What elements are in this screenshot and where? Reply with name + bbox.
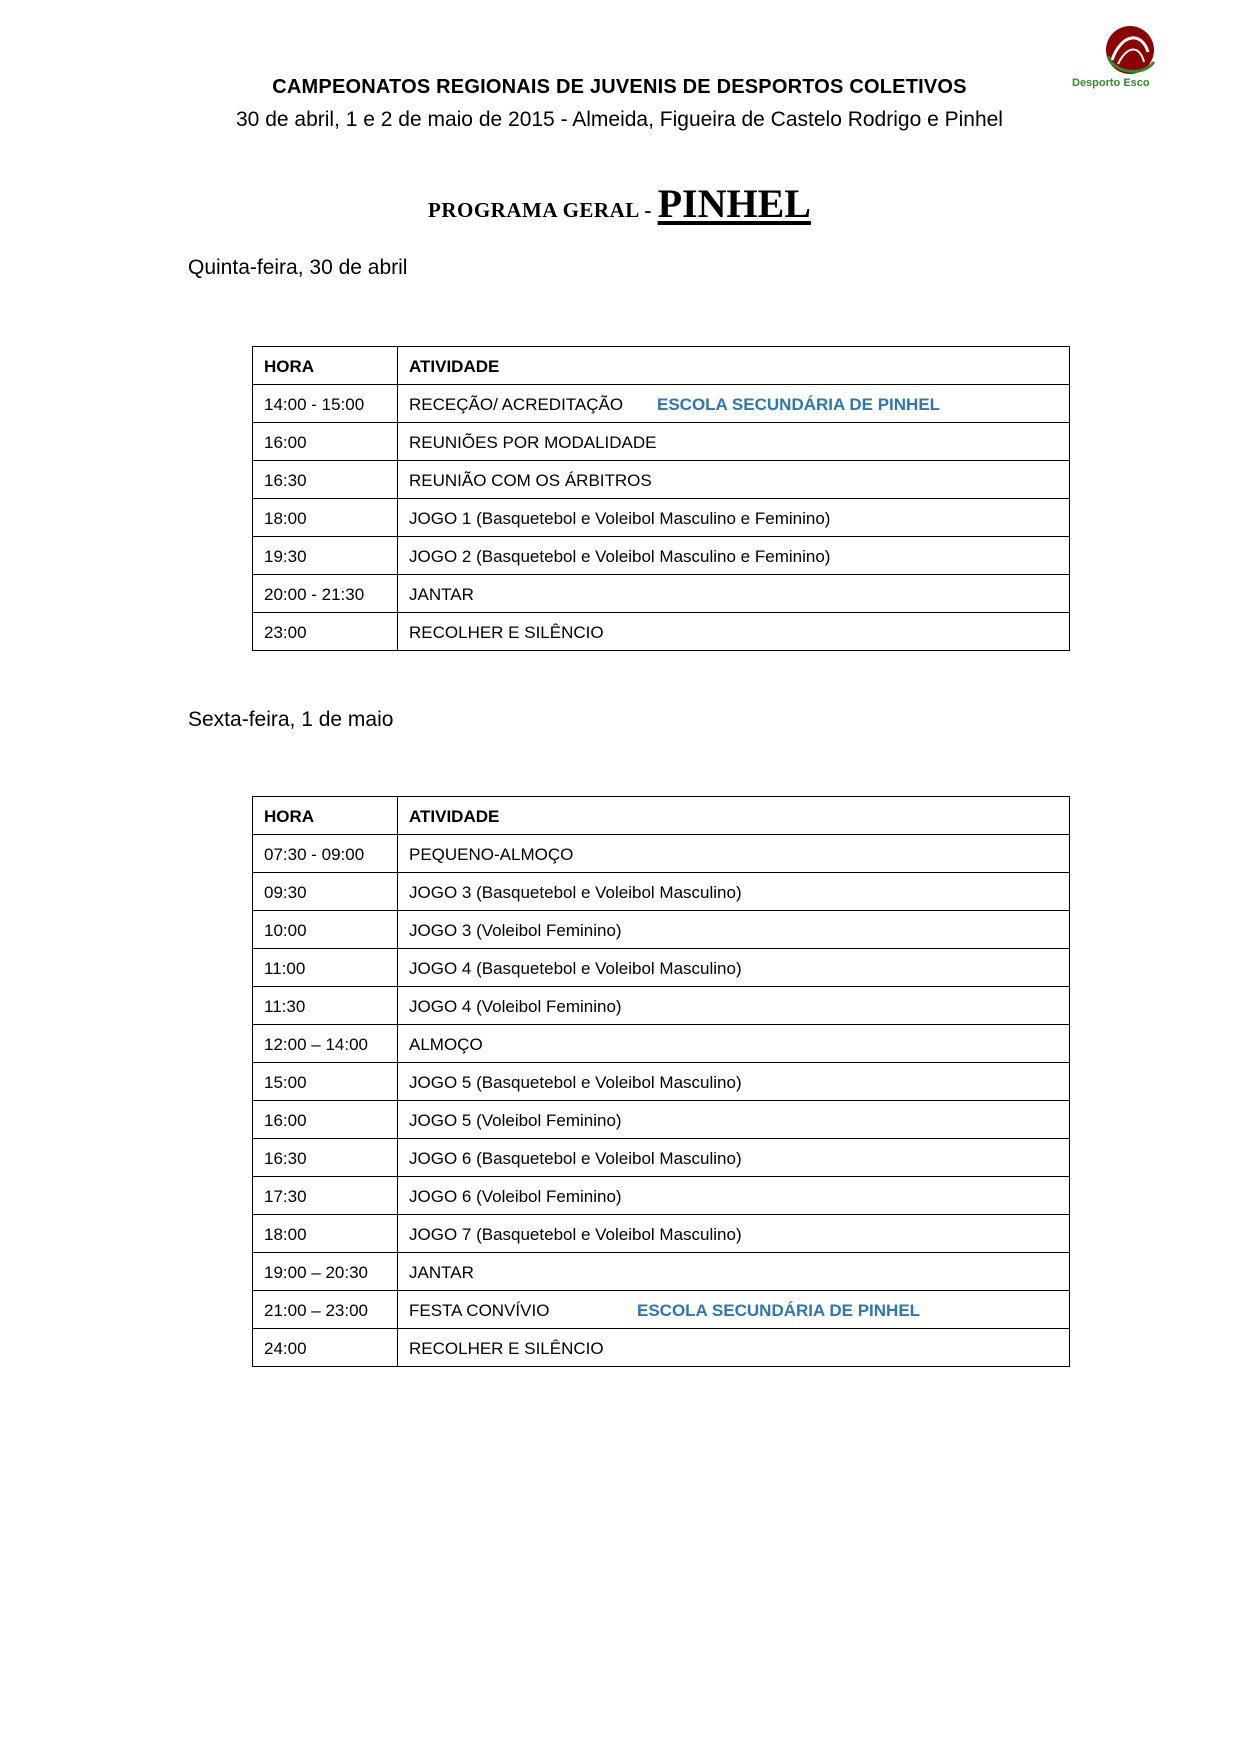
table-row [253,1253,1070,1291]
atividade-cell [398,423,1070,461]
atividade-cell [398,911,1070,949]
atividade-text: ALMOÇO [409,1035,483,1054]
atividade-cell [398,1025,1070,1063]
logo-emblem-icon [1072,22,1176,82]
hora-cell: 17:30 [253,1177,398,1215]
table-row [253,835,1070,873]
table-row [253,873,1070,911]
atividade-text: JOGO 2 (Basquetebol e Voleibol Masculino e Feminino) [409,547,831,566]
atividade-cell [398,537,1070,575]
atividade-cell [398,987,1070,1025]
programa-prefix: PROGRAMA GERAL - [428,198,658,222]
table-row [253,911,1070,949]
atividade-text: JOGO 6 (Basquetebol e Voleibol Masculino) [409,1149,742,1168]
hora-cell: 21:00 – 23:00 [253,1291,398,1329]
atividade-cell [398,385,1070,423]
document-subtitle: 30 de abril, 1 e 2 de maio de 2015 - Almeida, Figueira de Castelo Rodrigo e Pinhel [236,108,1003,131]
atividade-cell [398,1177,1070,1215]
atividade-cell [398,613,1070,651]
table-header-row [253,797,1070,835]
hora-cell: 16:30 [253,1139,398,1177]
atividade-cell [398,1101,1070,1139]
logo-text: Desporto Esco [1072,77,1150,89]
atividade-text: RECOLHER E SILÊNCIO [409,623,604,642]
atividade-text: JOGO 6 (Voleibol Feminino) [409,1187,622,1206]
atividade-cell [398,575,1070,613]
day-label-quinta: Quinta-feira, 30 de abril [188,256,408,279]
atividade-text: JOGO 3 (Voleibol Feminino) [409,921,622,940]
atividade-text: JOGO 5 (Voleibol Feminino) [409,1111,622,1130]
hora-cell: 16:00 [253,1101,398,1139]
table-row [253,1025,1070,1063]
atividade-text: JOGO 4 (Basquetebol e Voleibol Masculino) [409,959,742,978]
atividade-text: JANTAR [409,585,474,604]
atividade-cell [398,1139,1070,1177]
atividade-text: JOGO 3 (Basquetebol e Voleibol Masculino) [409,883,742,902]
table-row [253,575,1070,613]
hora-cell: 16:30 [253,461,398,499]
table-header-row [253,347,1070,385]
atividade-text: REUNIÕES POR MODALIDADE [409,433,657,452]
hora-cell: 18:00 [253,499,398,537]
hora-cell: 15:00 [253,1063,398,1101]
schedule-table-quinta [252,346,1070,651]
hora-cell: 19:00 – 20:30 [253,1253,398,1291]
column-header-atividade: ATIVIDADE [398,797,1070,835]
hora-cell: 07:30 - 09:00 [253,835,398,873]
hora-cell: 20:00 - 21:30 [253,575,398,613]
atividade-cell [398,1253,1070,1291]
hora-cell: 16:00 [253,423,398,461]
programa-place: PINHEL [657,181,811,226]
atividade-text: RECOLHER E SILÊNCIO [409,1339,604,1358]
column-header-atividade: ATIVIDADE [398,347,1070,385]
atividade-text: REUNIÃO COM OS ÁRBITROS [409,471,652,490]
hora-cell: 23:00 [253,613,398,651]
atividade-text: JOGO 5 (Basquetebol e Voleibol Masculino) [409,1073,742,1092]
table-row [253,1101,1070,1139]
table-row [253,613,1070,651]
hora-cell: 10:00 [253,911,398,949]
hora-cell: 12:00 – 14:00 [253,1025,398,1063]
atividade-text: RECEÇÃO/ ACREDITAÇÃO [409,395,624,414]
atividade-text: JOGO 4 (Voleibol Feminino) [409,997,622,1016]
table-row [253,499,1070,537]
schedule-table-sexta [252,796,1070,1367]
hora-cell: 18:00 [253,1215,398,1253]
table-row [253,1291,1070,1329]
atividade-cell [398,499,1070,537]
table-row [253,385,1070,423]
table-row [253,1329,1070,1367]
hora-cell: 14:00 - 15:00 [253,385,398,423]
hora-cell: 09:30 [253,873,398,911]
hora-cell: 19:30 [253,537,398,575]
atividade-text: JOGO 1 (Basquetebol e Voleibol Masculino e Feminino) [409,509,831,528]
atividade-text: JOGO 7 (Basquetebol e Voleibol Masculino) [409,1225,742,1244]
atividade-cell [398,873,1070,911]
atividade-cell [398,461,1070,499]
atividade-text: PEQUENO-ALMOÇO [409,845,574,864]
table-row [253,1215,1070,1253]
day-label-sexta: Sexta-feira, 1 de maio [188,708,394,731]
table-row [253,1177,1070,1215]
table-row [253,949,1070,987]
hora-cell: 24:00 [253,1329,398,1367]
atividade-cell [398,1329,1070,1367]
atividade-cell [398,1291,1070,1329]
atividade-text: JANTAR [409,1263,474,1282]
table-row [253,537,1070,575]
programa-heading [0,180,1239,227]
hora-cell: 11:00 [253,949,398,987]
atividade-cell [398,1215,1070,1253]
table-row [253,423,1070,461]
atividade-cell [398,835,1070,873]
table-row [253,461,1070,499]
table-row [253,987,1070,1025]
atividade-cell [398,949,1070,987]
venue-label: ESCOLA SECUNDÁRIA DE PINHEL [637,1301,921,1320]
atividade-text: FESTA CONVÍVIO [409,1301,550,1320]
venue-label: ESCOLA SECUNDÁRIA DE PINHEL [657,395,941,414]
hora-cell: 11:30 [253,987,398,1025]
table-row [253,1139,1070,1177]
column-header-hora: HORA [253,797,398,835]
table-row [253,1063,1070,1101]
document-title: CAMPEONATOS REGIONAIS DE JUVENIS DE DESPORTOS COLETIVOS [272,76,967,98]
column-header-hora: HORA [253,347,398,385]
atividade-cell [398,1063,1070,1101]
